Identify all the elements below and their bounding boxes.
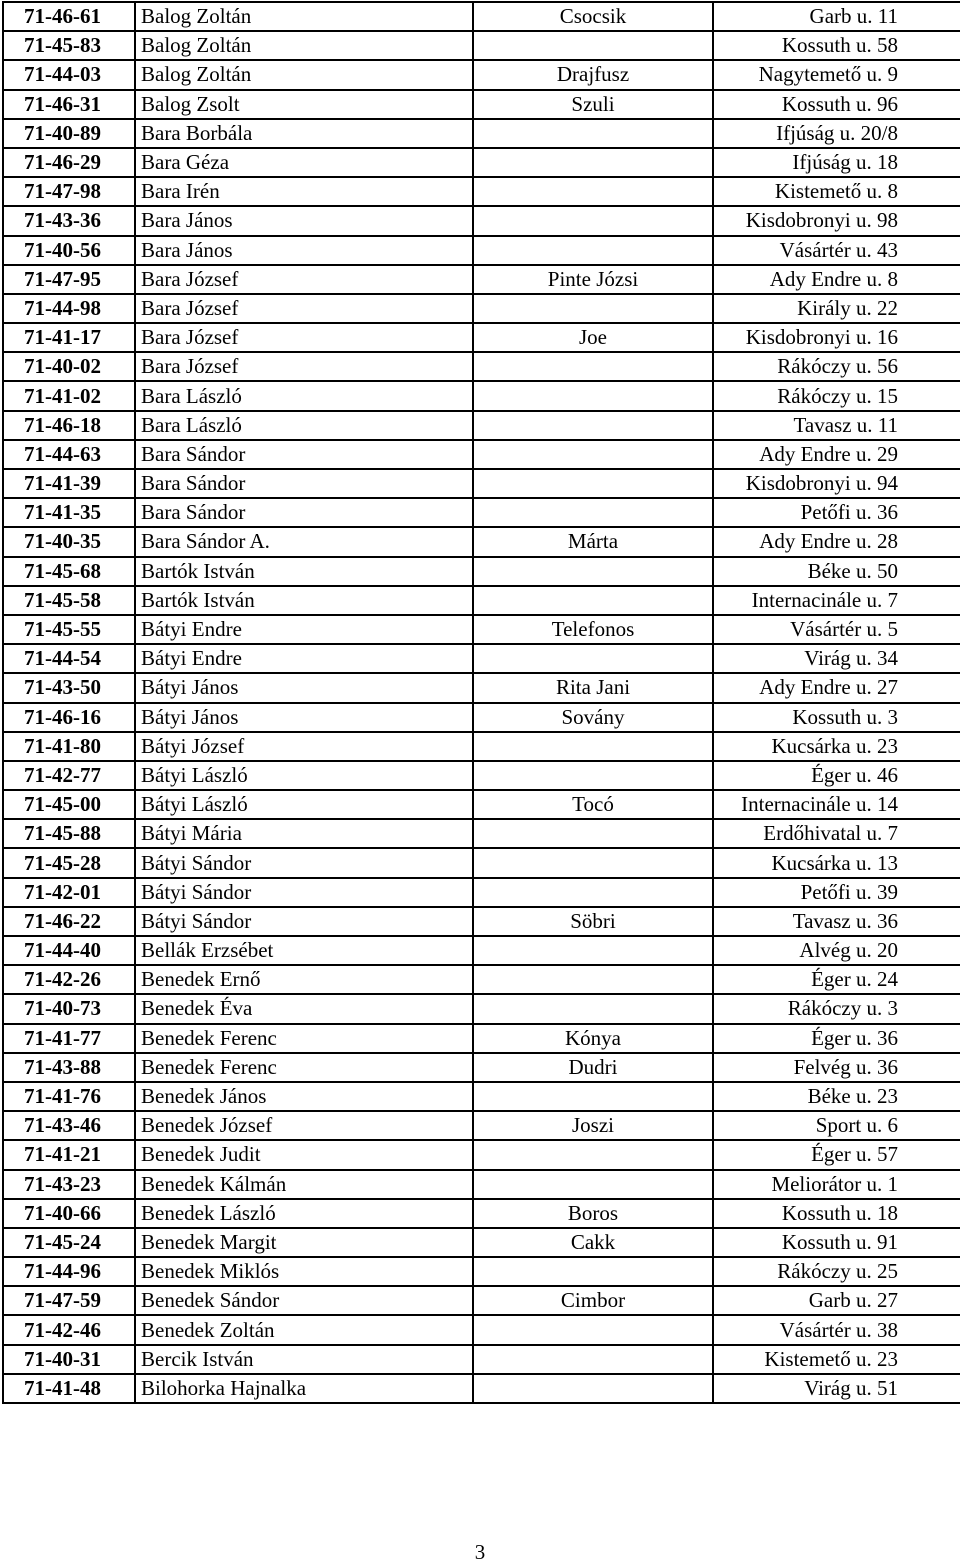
name-cell: Bátyi János — [135, 703, 473, 732]
phone-number-cell: 71-45-55 — [3, 615, 135, 644]
table-row — [3, 206, 960, 235]
address-cell: Petőfi u. 36 — [713, 498, 960, 527]
phone-number-cell: 71-46-22 — [3, 907, 135, 936]
nickname-cell — [473, 878, 713, 907]
table-row — [3, 1111, 960, 1140]
nickname-cell — [473, 819, 713, 848]
address-cell: Garb u. 11 — [713, 2, 960, 31]
address-cell: Vásártér u. 38 — [713, 1315, 960, 1344]
table-row — [3, 1140, 960, 1169]
address-cell: Kossuth u. 3 — [713, 703, 960, 732]
nickname-cell — [473, 294, 713, 323]
address-cell: Rákóczy u. 56 — [713, 352, 960, 381]
phone-directory-table — [2, 1, 960, 1404]
name-cell: Bátyi Endre — [135, 644, 473, 673]
name-cell: Benedek László — [135, 1199, 473, 1228]
nickname-cell — [473, 1345, 713, 1374]
phone-number-cell: 71-43-36 — [3, 206, 135, 235]
table-row — [3, 965, 960, 994]
phone-number-cell: 71-43-50 — [3, 673, 135, 702]
table-row — [3, 848, 960, 877]
address-cell: Éger u. 57 — [713, 1140, 960, 1169]
name-cell: Bara Géza — [135, 148, 473, 177]
table-row — [3, 586, 960, 615]
nickname-cell — [473, 1082, 713, 1111]
name-cell: Benedek Éva — [135, 994, 473, 1023]
table-row — [3, 673, 960, 702]
table-row — [3, 1053, 960, 1082]
nickname-cell — [473, 440, 713, 469]
table-row — [3, 236, 960, 265]
nickname-cell — [473, 352, 713, 381]
name-cell: Bátyi László — [135, 761, 473, 790]
table-row — [3, 469, 960, 498]
nickname-cell — [473, 644, 713, 673]
table-row — [3, 60, 960, 89]
table-row — [3, 323, 960, 352]
phone-number-cell: 71-44-03 — [3, 60, 135, 89]
name-cell: Bátyi József — [135, 732, 473, 761]
phone-number-cell: 71-45-88 — [3, 819, 135, 848]
nickname-cell: Csocsik — [473, 2, 713, 31]
address-cell: Kisdobronyi u. 94 — [713, 469, 960, 498]
table-row — [3, 732, 960, 761]
name-cell: Bátyi László — [135, 790, 473, 819]
table-row — [3, 1024, 960, 1053]
phone-number-cell: 71-40-66 — [3, 1199, 135, 1228]
nickname-cell: Pinte Józsi — [473, 265, 713, 294]
phone-number-cell: 71-44-96 — [3, 1257, 135, 1286]
table-row — [3, 907, 960, 936]
phone-number-cell: 71-40-56 — [3, 236, 135, 265]
name-cell: Benedek Kálmán — [135, 1170, 473, 1199]
phone-number-cell: 71-41-02 — [3, 381, 135, 410]
phone-number-cell: 71-45-58 — [3, 586, 135, 615]
phone-number-cell: 71-47-59 — [3, 1286, 135, 1315]
address-cell: Ady Endre u. 8 — [713, 265, 960, 294]
nickname-cell: Joszi — [473, 1111, 713, 1140]
address-cell: Internacinále u. 14 — [713, 790, 960, 819]
table-row — [3, 1257, 960, 1286]
name-cell: Bara József — [135, 294, 473, 323]
phone-number-cell: 71-40-35 — [3, 527, 135, 556]
table-row — [3, 994, 960, 1023]
table-row — [3, 703, 960, 732]
name-cell: Benedek Miklós — [135, 1257, 473, 1286]
table-row — [3, 294, 960, 323]
nickname-cell — [473, 206, 713, 235]
phone-number-cell: 71-45-00 — [3, 790, 135, 819]
address-cell: Király u. 22 — [713, 294, 960, 323]
directory-rows — [3, 2, 960, 1403]
name-cell: Bellák Erzsébet — [135, 936, 473, 965]
phone-number-cell: 71-43-46 — [3, 1111, 135, 1140]
table-row — [3, 498, 960, 527]
phone-number-cell: 71-42-01 — [3, 878, 135, 907]
name-cell: Bara László — [135, 411, 473, 440]
nickname-cell: Dudri — [473, 1053, 713, 1082]
address-cell: Tavasz u. 36 — [713, 907, 960, 936]
address-cell: Kistemető u. 23 — [713, 1345, 960, 1374]
address-cell: Kistemető u. 8 — [713, 177, 960, 206]
address-cell: Ifjúság u. 18 — [713, 148, 960, 177]
name-cell: Benedek János — [135, 1082, 473, 1111]
name-cell: Benedek Ferenc — [135, 1053, 473, 1082]
nickname-cell — [473, 1257, 713, 1286]
nickname-cell: Cakk — [473, 1228, 713, 1257]
address-cell: Kossuth u. 18 — [713, 1199, 960, 1228]
page-number: 3 — [474, 1540, 486, 1564]
nickname-cell: Szuli — [473, 90, 713, 119]
address-cell: Kossuth u. 58 — [713, 31, 960, 60]
phone-number-cell: 71-42-46 — [3, 1315, 135, 1344]
table-row — [3, 1315, 960, 1344]
address-cell: Béke u. 50 — [713, 557, 960, 586]
table-row — [3, 615, 960, 644]
name-cell: Bara József — [135, 352, 473, 381]
phone-number-cell: 71-41-80 — [3, 732, 135, 761]
address-cell: Rákóczy u. 25 — [713, 1257, 960, 1286]
nickname-cell — [473, 761, 713, 790]
table-row — [3, 557, 960, 586]
table-row — [3, 440, 960, 469]
name-cell: Bara József — [135, 323, 473, 352]
nickname-cell — [473, 411, 713, 440]
phone-number-cell: 71-42-26 — [3, 965, 135, 994]
address-cell: Vásártér u. 5 — [713, 615, 960, 644]
name-cell: Benedek Zoltán — [135, 1315, 473, 1344]
name-cell: Balog Zsolt — [135, 90, 473, 119]
name-cell: Bercik István — [135, 1345, 473, 1374]
nickname-cell — [473, 31, 713, 60]
table-row — [3, 1286, 960, 1315]
nickname-cell: Drajfusz — [473, 60, 713, 89]
phone-number-cell: 71-44-63 — [3, 440, 135, 469]
name-cell: Bara Sándor — [135, 469, 473, 498]
phone-number-cell: 71-44-54 — [3, 644, 135, 673]
address-cell: Ifjúság u. 20/8 — [713, 119, 960, 148]
nickname-cell — [473, 381, 713, 410]
phone-number-cell: 71-44-98 — [3, 294, 135, 323]
nickname-cell: Joe — [473, 323, 713, 352]
phone-number-cell: 71-40-02 — [3, 352, 135, 381]
address-cell: Virág u. 34 — [713, 644, 960, 673]
table-row — [3, 1374, 960, 1403]
table-row — [3, 936, 960, 965]
address-cell: Vásártér u. 43 — [713, 236, 960, 265]
phone-number-cell: 71-40-89 — [3, 119, 135, 148]
address-cell: Ady Endre u. 28 — [713, 527, 960, 556]
phone-number-cell: 71-41-35 — [3, 498, 135, 527]
name-cell: Bara János — [135, 206, 473, 235]
nickname-cell — [473, 1374, 713, 1403]
name-cell: Bátyi Sándor — [135, 878, 473, 907]
address-cell: Garb u. 27 — [713, 1286, 960, 1315]
table-row — [3, 381, 960, 410]
table-row — [3, 527, 960, 556]
nickname-cell — [473, 177, 713, 206]
address-cell: Kossuth u. 96 — [713, 90, 960, 119]
name-cell: Bátyi János — [135, 673, 473, 702]
table-row — [3, 411, 960, 440]
phone-number-cell: 71-46-16 — [3, 703, 135, 732]
phone-number-cell: 71-47-98 — [3, 177, 135, 206]
phone-number-cell: 71-40-31 — [3, 1345, 135, 1374]
table-row — [3, 1199, 960, 1228]
table-row — [3, 790, 960, 819]
phone-number-cell: 71-41-77 — [3, 1024, 135, 1053]
address-cell: Rákóczy u. 15 — [713, 381, 960, 410]
table-row — [3, 177, 960, 206]
nickname-cell: Márta — [473, 527, 713, 556]
table-row — [3, 31, 960, 60]
phone-number-cell: 71-43-88 — [3, 1053, 135, 1082]
nickname-cell — [473, 965, 713, 994]
nickname-cell: Sovány — [473, 703, 713, 732]
name-cell: Benedek Sándor — [135, 1286, 473, 1315]
nickname-cell — [473, 1140, 713, 1169]
nickname-cell — [473, 936, 713, 965]
nickname-cell — [473, 732, 713, 761]
nickname-cell — [473, 469, 713, 498]
nickname-cell — [473, 586, 713, 615]
address-cell: Erdőhivatal u. 7 — [713, 819, 960, 848]
table-row — [3, 644, 960, 673]
nickname-cell — [473, 848, 713, 877]
name-cell: Balog Zoltán — [135, 31, 473, 60]
phone-number-cell: 71-43-23 — [3, 1170, 135, 1199]
name-cell: Bara Irén — [135, 177, 473, 206]
name-cell: Bátyi Sándor — [135, 848, 473, 877]
phone-number-cell: 71-47-95 — [3, 265, 135, 294]
phone-number-cell: 71-46-18 — [3, 411, 135, 440]
phone-number-cell: 71-45-83 — [3, 31, 135, 60]
address-cell: Internacinále u. 7 — [713, 586, 960, 615]
address-cell: Kucsárka u. 13 — [713, 848, 960, 877]
nickname-cell — [473, 498, 713, 527]
name-cell: Benedek Margit — [135, 1228, 473, 1257]
name-cell: Bara János — [135, 236, 473, 265]
table-row — [3, 819, 960, 848]
nickname-cell: Söbri — [473, 907, 713, 936]
address-cell: Béke u. 23 — [713, 1082, 960, 1111]
address-cell: Ady Endre u. 27 — [713, 673, 960, 702]
nickname-cell: Boros — [473, 1199, 713, 1228]
table-row — [3, 1228, 960, 1257]
phone-number-cell: 71-46-29 — [3, 148, 135, 177]
address-cell: Sport u. 6 — [713, 1111, 960, 1140]
address-cell: Ady Endre u. 29 — [713, 440, 960, 469]
table-row — [3, 352, 960, 381]
phone-number-cell: 71-42-77 — [3, 761, 135, 790]
table-row — [3, 761, 960, 790]
address-cell: Virág u. 51 — [713, 1374, 960, 1403]
name-cell: Bara László — [135, 381, 473, 410]
nickname-cell — [473, 994, 713, 1023]
name-cell: Bara Sándor — [135, 498, 473, 527]
nickname-cell — [473, 1315, 713, 1344]
address-cell: Felvég u. 36 — [713, 1053, 960, 1082]
phone-number-cell: 71-45-68 — [3, 557, 135, 586]
name-cell: Bara Borbála — [135, 119, 473, 148]
name-cell: Benedek Ernő — [135, 965, 473, 994]
address-cell: Éger u. 36 — [713, 1024, 960, 1053]
phone-number-cell: 71-45-28 — [3, 848, 135, 877]
table-row — [3, 90, 960, 119]
address-cell: Petőfi u. 39 — [713, 878, 960, 907]
phone-number-cell: 71-41-48 — [3, 1374, 135, 1403]
nickname-cell — [473, 236, 713, 265]
table-row — [3, 2, 960, 31]
name-cell: Benedek Ferenc — [135, 1024, 473, 1053]
name-cell: Balog Zoltán — [135, 2, 473, 31]
address-cell: Kossuth u. 91 — [713, 1228, 960, 1257]
address-cell: Éger u. 46 — [713, 761, 960, 790]
table-row — [3, 265, 960, 294]
address-cell: Meliorátor u. 1 — [713, 1170, 960, 1199]
name-cell: Bartók István — [135, 586, 473, 615]
phone-number-cell: 71-46-61 — [3, 2, 135, 31]
table-row — [3, 1170, 960, 1199]
address-cell: Kisdobronyi u. 98 — [713, 206, 960, 235]
name-cell: Benedek József — [135, 1111, 473, 1140]
address-cell: Rákóczy u. 3 — [713, 994, 960, 1023]
table-row — [3, 1345, 960, 1374]
table-row — [3, 148, 960, 177]
name-cell: Bilohorka Hajnalka — [135, 1374, 473, 1403]
nickname-cell — [473, 1170, 713, 1199]
phone-number-cell: 71-45-24 — [3, 1228, 135, 1257]
name-cell: Benedek Judit — [135, 1140, 473, 1169]
table-row — [3, 878, 960, 907]
nickname-cell — [473, 148, 713, 177]
phone-number-cell: 71-41-76 — [3, 1082, 135, 1111]
phone-number-cell: 71-46-31 — [3, 90, 135, 119]
address-cell: Éger u. 24 — [713, 965, 960, 994]
address-cell: Tavasz u. 11 — [713, 411, 960, 440]
nickname-cell: Kónya — [473, 1024, 713, 1053]
nickname-cell — [473, 557, 713, 586]
name-cell: Bátyi Sándor — [135, 907, 473, 936]
phone-number-cell: 71-41-39 — [3, 469, 135, 498]
nickname-cell: Rita Jani — [473, 673, 713, 702]
name-cell: Bara Sándor — [135, 440, 473, 469]
name-cell: Bara József — [135, 265, 473, 294]
name-cell: Bátyi Endre — [135, 615, 473, 644]
name-cell: Bátyi Mária — [135, 819, 473, 848]
address-cell: Nagytemető u. 9 — [713, 60, 960, 89]
phone-number-cell: 71-44-40 — [3, 936, 135, 965]
nickname-cell: Telefonos — [473, 615, 713, 644]
address-cell: Kisdobronyi u. 16 — [713, 323, 960, 352]
name-cell: Bartók István — [135, 557, 473, 586]
nickname-cell: Tocó — [473, 790, 713, 819]
name-cell: Balog Zoltán — [135, 60, 473, 89]
name-cell: Bara Sándor A. — [135, 527, 473, 556]
address-cell: Alvég u. 20 — [713, 936, 960, 965]
nickname-cell: Cimbor — [473, 1286, 713, 1315]
phone-number-cell: 71-41-17 — [3, 323, 135, 352]
nickname-cell — [473, 119, 713, 148]
address-cell: Kucsárka u. 23 — [713, 732, 960, 761]
phone-number-cell: 71-40-73 — [3, 994, 135, 1023]
phone-number-cell: 71-41-21 — [3, 1140, 135, 1169]
table-row — [3, 119, 960, 148]
table-row — [3, 1082, 960, 1111]
